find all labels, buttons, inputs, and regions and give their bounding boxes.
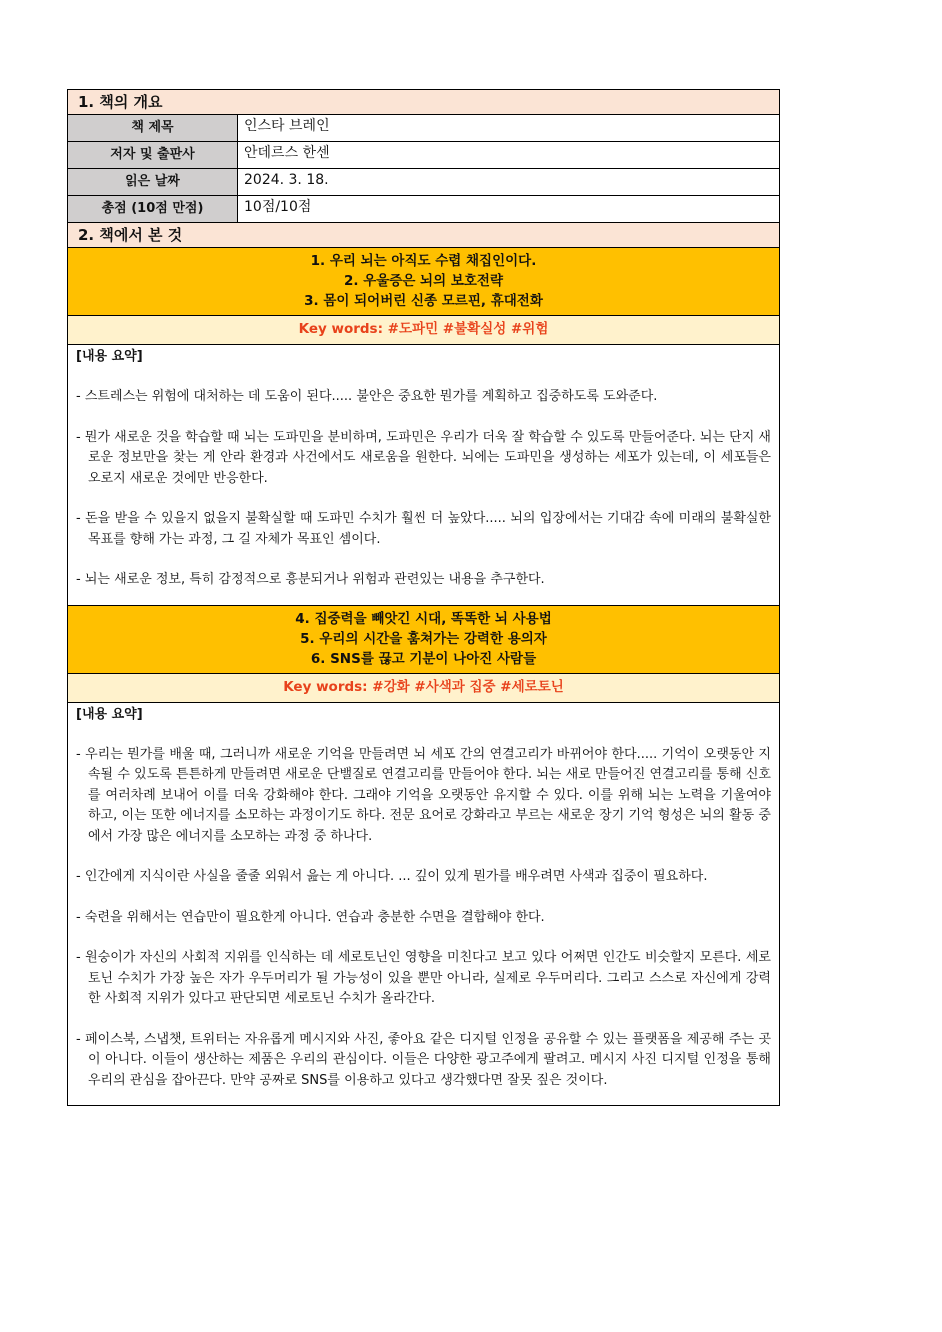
chapter-title: 3. 몸이 되어버린 신종 모르핀, 휴대전화	[304, 293, 543, 309]
chapter-list-1	[68, 248, 779, 316]
info-label-score: 총점 (10점 만점)	[68, 196, 238, 222]
chapter-title: 1. 우리 뇌는 아직도 수렵 채집인이다.	[310, 253, 537, 269]
info-value-score: 10점/10점	[244, 199, 312, 215]
info-value-date: 2024. 3. 18.	[244, 172, 329, 188]
summary-1	[68, 345, 779, 606]
summary-paragraph: - 뭔가 새로운 것을 학습할 때 뇌는 도파민을 분비하며, 도파민은 우리가 더욱 잘 학습할 수 있도록 만들어준다. 뇌는 단지 새로운 정보만을 찾는 게 안라 환경과 사건에서도 새로움을 원한다. 뇌에는 도파민을 생성하는 세포가 있는데, 이 세포들은 오로지 새로운 것에만 반응한다.	[76, 429, 771, 486]
keywords-2: Key words: #강화 #사색과 집중 #세로토닌	[68, 674, 779, 703]
info-label-title: 책 제목	[68, 115, 238, 141]
summary-paragraph: - 우리는 뭔가를 배울 때, 그러니까 새로운 기억을 만들려면 뇌 세포 간의 연결고리가 바뀌어야 한다..... 기억이 오랫동안 지속될 수 있도록 튼튼하게 만들려면 새로운 단밸질로 연결고리를 만들어야 한다. 뇌는 새로 만들어진 연결고리를 통해 신호를 여러차례 보내어 이를 더욱 강화해야 한다. 그래야 기억을 오랫동안 유지할 수 있다. 이를 위해 뇌는 노력을 기울여야 하고, 이는 또한 에너지를 소모하는 과정이기도 하다. 전문 요어로 강화라고 부르는 새로운 장기 기억 형성은 뇌의 활동 중에서 가장 많은 에너지를 소모하는 과정 중 하나다.	[76, 746, 771, 844]
summary-paragraph: - 인간에게 지식이란 사실을 줄줄 외워서 읊는 게 아니다. ... 깊이 있게 뭔가를 배우려면 사색과 집중이 필요하다.	[76, 869, 708, 884]
info-row-title	[68, 115, 779, 142]
summary-paragraph: - 스트레스는 위험에 대처하는 데 도움이 된다..... 불안은 중요한 뭔가를 계획하고 집중하도록 도와준다.	[76, 389, 658, 404]
info-row-date	[68, 169, 779, 196]
chapter-title: 4. 집중력을 빼앗긴 시대, 똑똑한 뇌 사용법	[295, 610, 552, 627]
info-value-title: 인스타 브레인	[244, 118, 330, 134]
summary-title: [내용 요약]	[76, 349, 143, 364]
chapter-list-2	[68, 606, 779, 674]
summary-paragraph: - 페이스북, 스냅챗, 트위터는 자유롭게 메시지와 사진, 좋아요 같은 디지털 인정을 공유할 수 있는 플랫폼을 제공해 주는 곳이 아니다. 이들이 생산하는 제품은 우리의 관심이다. 이들은 다양한 광고주에게 팔려고. 메시지 사진 디지털 인정을 통해 우리의 관심을 잡아끈다. 만약 공짜로 SNS를 이용하고 있다고 생각했다면 잘못 짚은 것이다.	[76, 1031, 771, 1088]
info-row-author	[68, 142, 779, 169]
chapter-title: 6. SNS를 끊고 기분이 나아진 사람들	[310, 650, 537, 667]
book-report-sheet	[67, 89, 780, 1106]
chapter-title: 2. 우울증은 뇌의 보호전략	[343, 273, 504, 289]
seen-heading: 2. 책에서 본 것	[68, 223, 779, 248]
summary-2	[68, 703, 779, 1106]
overview-heading: 1. 책의 개요	[68, 90, 779, 115]
summary-paragraph: - 숙련을 위해서는 연습만이 필요한게 아니다. 연습과 충분한 수면을 결합해야 한다.	[76, 909, 545, 925]
summary-paragraph: - 돈을 받을 수 있을지 없을지 불확실할 때 도파민 수치가 훨씬 더 높았다..... 뇌의 입장에서는 기대감 속에 미래의 불확실한 목표를 향해 가는 과정, 그 길 자체가 목표인 셈이다.	[76, 511, 771, 547]
summary-paragraph: - 뇌는 새로운 정보, 특히 감정적으로 흥분되거나 위험과 관련있는 내용을 추구한다.	[76, 572, 545, 587]
info-label-date: 읽은 날짜	[68, 169, 238, 195]
info-label-author: 저자 및 출판사	[68, 142, 238, 168]
summary-title: [내용 요약]	[76, 706, 143, 722]
chapter-title: 5. 우리의 시간을 훔쳐가는 강력한 용의자	[300, 630, 547, 647]
keywords-1: Key words: #도파민 #불확실성 #위험	[68, 316, 779, 345]
info-row-score	[68, 196, 779, 223]
summary-paragraph: - 원숭이가 자신의 사회적 지위를 인식하는 데 세로토닌인 영향을 미친다고 보고 있다 어쩌면 인간도 비슷할지 모른다. 세로토닌 수치가 가장 높은 자가 우두머리가 될 가능성이 있을 뿐만 아니라, 실제로 우두머리다. 그리고 스스로 자신에게 강력한 사회적 지위가 있다고 판단되면 세로토닌 수치가 올라간다.	[76, 950, 771, 1006]
info-value-author: 안데르스 한센	[244, 145, 330, 161]
